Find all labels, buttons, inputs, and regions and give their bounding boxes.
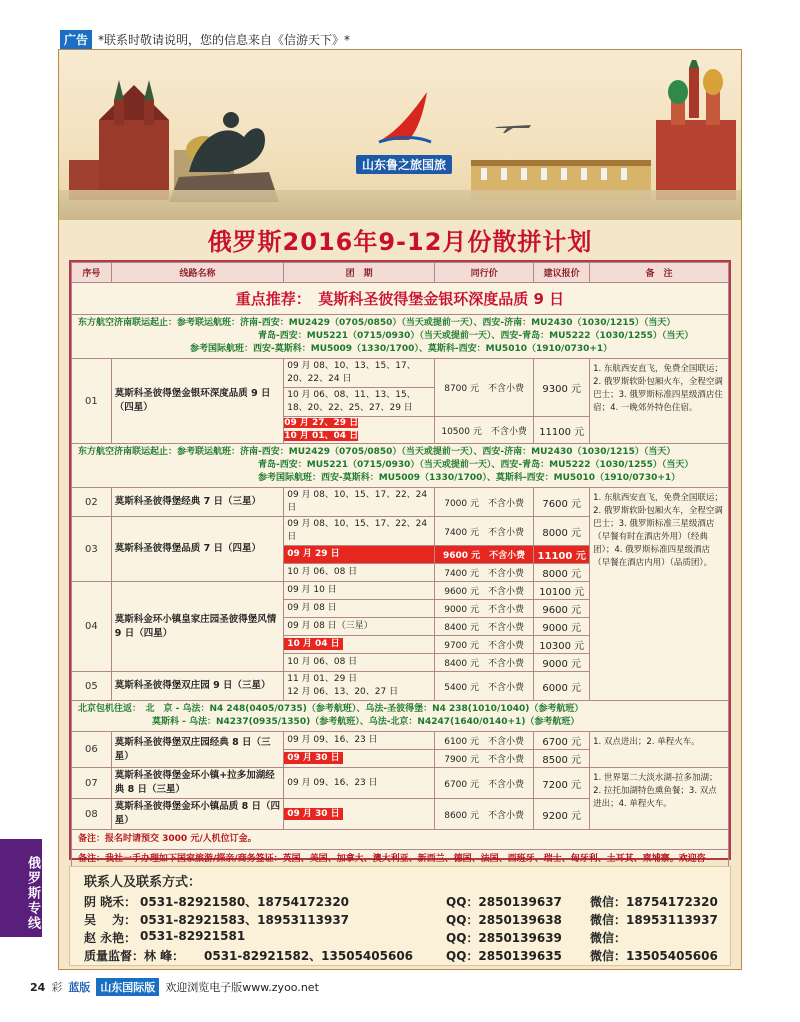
departure-dates: 09 月 09、16、23 日 <box>284 732 435 750</box>
peer-price: 7400 元 不含小费 <box>434 564 533 582</box>
sail-icon <box>369 90 439 150</box>
route-name: 莫斯科圣彼得堡金银环深度品质 9 日（四星） <box>111 359 283 444</box>
flight-line: 青岛-西安：MU5221（0715/0930）（当天或提前一天）、西安-青岛：MU5222（1030/1255）（当天） <box>258 460 694 470</box>
contact-qq: QQ：2850139639 <box>446 931 562 945</box>
highlight-date: 09 月 30 日 <box>284 808 342 820</box>
route-name: 莫斯科圣彼得堡双庄园经典 8 日（三星） <box>111 732 283 768</box>
suggested-price: 11100 元 <box>534 417 590 444</box>
contact-row <box>84 911 724 929</box>
company-logo-text: 山东鲁之旅国旅 <box>356 155 452 174</box>
visa-note: 备注：我社一手办理如下国家旅游/探亲/商务签证：英国、美国、加拿大、澳大利亚、新西兰、德国、法国、西班牙、瑞士、匈牙利、土耳其、柬埔寨。欢迎咨 <box>72 850 729 883</box>
contact-phone: 0531-82921580、18754172320 <box>140 895 350 909</box>
deposit-note: 备注：报名时请预交 3000 元/人机位订金。 <box>72 830 729 850</box>
contact-box <box>69 866 731 966</box>
suggested-price: 8000 元 <box>534 564 590 582</box>
contact-wechat: 微信：13505405606 <box>590 949 718 963</box>
col-header: 团 期 <box>284 263 435 283</box>
suggested-price: 11100 元 <box>534 546 590 564</box>
ad-notice: *联系时敬请说明，您的信息来自《信游天下》* <box>98 32 351 47</box>
suggested-price: 6000 元 <box>534 672 590 701</box>
peer-price: 8400 元 不含小费 <box>434 654 533 672</box>
departure-dates: 09 月 08 日（三星） <box>284 618 435 636</box>
row-number: 08 <box>72 799 112 830</box>
flight-info-block <box>72 315 729 359</box>
table-row <box>72 488 729 517</box>
departure-dates: 10 月 06、08 日 <box>284 564 435 582</box>
contact-phone: 0531-82921581 <box>140 929 246 943</box>
charter-flight-block <box>72 701 729 732</box>
st-basil-cathedral-right-illustration <box>471 60 741 210</box>
contact-wechat: 微信：18953113937 <box>590 913 718 927</box>
row-number: 06 <box>72 732 112 768</box>
remarks: 1. 世界第二大淡水湖-拉多加湖；2. 拉托加湖特色熏鱼餐；3. 双点进出；4. 单程火车。 <box>590 768 729 830</box>
departure-dates: 10 月 06、08 日 <box>284 654 435 672</box>
section-side-tab: 俄罗斯专线 <box>0 839 42 937</box>
departure-dates-highlight <box>284 799 435 830</box>
col-header: 序号 <box>72 263 112 283</box>
route-name: 莫斯科圣彼得堡品质 7 日（四星） <box>111 517 283 582</box>
company-logo <box>339 90 469 174</box>
peer-price: 9600 元 不含小费 <box>434 582 533 600</box>
departure-dates: 09 月 08、10、15、17、22、24 日 <box>284 517 435 546</box>
contact-name: 吴 为： <box>84 913 137 927</box>
ad-tag: 广告 <box>60 30 92 49</box>
contact-row <box>84 893 724 911</box>
banner <box>59 50 741 220</box>
footer-website[interactable]: 欢迎浏览电子版www.zyoo.net <box>165 981 319 994</box>
table-row <box>72 359 729 388</box>
peer-price: 7900 元 不含小费 <box>434 750 533 768</box>
river-reflection <box>59 190 741 220</box>
peer-price: 5400 元 不含小费 <box>434 672 533 701</box>
contact-row <box>84 947 724 965</box>
remarks: 1. 双点进出；2. 单程火车。 <box>590 732 729 768</box>
highlight-date: 09 月 30 日 <box>284 752 342 764</box>
route-name: 莫斯科圣彼得堡经典 7 日（三星） <box>111 488 283 517</box>
footer-color-label: 彩 <box>51 981 63 994</box>
peer-price: 9600 元 不含小费 <box>434 546 533 564</box>
bronze-horseman-statue-illustration <box>159 92 289 202</box>
row-number: 04 <box>72 582 112 672</box>
peer-price: 9700 元 不含小费 <box>434 636 533 654</box>
table-row <box>72 732 729 750</box>
table-row <box>72 768 729 799</box>
peer-price: 6700 元 不含小费 <box>434 768 533 799</box>
departure-dates-highlight <box>284 636 435 654</box>
col-header: 同行价 <box>434 263 533 283</box>
page-number: 24 <box>30 980 46 994</box>
ad-bar <box>60 30 350 48</box>
contact-qq: QQ：2850139638 <box>446 913 562 927</box>
suggested-price: 7600 元 <box>534 488 590 517</box>
route-name: 莫斯科圣彼得堡双庄园 9 日（三星） <box>111 672 283 701</box>
page-footer <box>30 978 319 996</box>
contact-phone: 0531-82921582、13505405606 <box>204 949 414 963</box>
departure-dates: 09 月 29 日 <box>284 546 435 564</box>
departure-dates: 09 月 08 日 <box>284 600 435 618</box>
suggested-price: 9300 元 <box>534 359 590 417</box>
contact-title: 联系人及联系方式： <box>84 875 202 890</box>
suggested-price: 7200 元 <box>534 768 590 799</box>
suggested-price: 8000 元 <box>534 517 590 546</box>
row-number: 02 <box>72 488 112 517</box>
departure-dates <box>284 672 435 701</box>
contact-wechat: 微信：18754172320 <box>590 895 718 909</box>
airplane-icon <box>493 120 533 134</box>
peer-price: 7000 元 不含小费 <box>434 488 533 517</box>
route-name: 莫斯科金环小镇皇家庄园圣彼得堡风情 9 日（四星） <box>111 582 283 672</box>
departure-dates-highlight <box>284 750 435 768</box>
suggested-price: 9000 元 <box>534 654 590 672</box>
peer-price: 10500 元 不含小费 <box>434 417 533 444</box>
route-name: 莫斯科圣彼得堡金环小镇+拉多加湖经典 8 日（三星） <box>111 768 283 799</box>
row-number: 05 <box>72 672 112 701</box>
departure-dates: 09 月 08、10、15、17、22、24 日 <box>284 488 435 517</box>
highlight-date: 10 月 01、04 日 <box>284 431 359 441</box>
departure-dates: 09 月 08、10、13、15、17、20、22、24 日 <box>284 359 435 388</box>
footer-edition: 蓝版 <box>68 981 91 994</box>
table-header-row <box>72 263 729 283</box>
suggested-price: 6700 元 <box>534 732 590 750</box>
suggested-price: 9000 元 <box>534 618 590 636</box>
departure-dates: 09 月 10 日 <box>284 582 435 600</box>
row-number: 03 <box>72 517 112 582</box>
contact-name: 质量监督：林 峰： <box>84 949 185 963</box>
peer-price: 9000 元 不含小费 <box>434 600 533 618</box>
peer-price: 8700 元 不含小费 <box>434 359 533 417</box>
flight-line: 北京包机往返： 北 京 - 乌法：N4 248(0405/0735)（参考航班）、乌法-圣彼得堡：N4 238(1010/1040)（参考航班） <box>78 704 584 714</box>
col-header: 备 注 <box>590 263 729 283</box>
contact-row <box>84 929 724 947</box>
flight-line: 东方航空济南联运起止：参考联运航班：济南-西安：MU2429（0705/0850）（当天或提前一天）、西安-济南：MU2430（1030/1215）（当天） <box>78 447 676 457</box>
row-number: 01 <box>72 359 112 444</box>
page-frame <box>58 49 742 970</box>
route-name: 莫斯科圣彼得堡金环小镇品质 8 日（四星） <box>111 799 283 830</box>
peer-price: 7400 元 不含小费 <box>434 517 533 546</box>
flight-info-block <box>72 444 729 488</box>
col-header: 建议报价 <box>534 263 590 283</box>
page-title: 俄罗斯2016年9-12月份散拼计划 <box>207 228 593 256</box>
schedule-table-box <box>69 260 731 864</box>
contact-name: 赵 永艳： <box>84 931 137 945</box>
flight-line: 东方航空济南联运起止：参考联运航班：济南-西安：MU2429（0705/0850）（当天或提前一天）、西安-济南：MU2430（1030/1215）（当天） <box>78 318 676 328</box>
highlight-date: 09 月 27、29 日 <box>284 418 359 428</box>
date-line: 11 月 01、29 日 <box>287 674 358 684</box>
row-number: 07 <box>72 768 112 799</box>
suggested-price: 9600 元 <box>534 600 590 618</box>
contact-qq: QQ：2850139637 <box>446 895 562 909</box>
suggested-price: 9200 元 <box>534 799 590 830</box>
footer-edition-tag: 山东国际版 <box>96 978 159 996</box>
suggested-price: 10100 元 <box>534 582 590 600</box>
flight-line: 莫斯科 - 乌法：N4237(0935/1350)（参考航班）、乌法-北京：N4247(1640/0140+1)（参考航班） <box>152 717 580 727</box>
departure-dates-highlight <box>284 417 435 444</box>
highlight-date: 10 月 04 日 <box>284 638 342 650</box>
recommend-banner: 重点推荐： 莫斯科圣彼得堡金银环深度品质 9 日 <box>72 283 729 315</box>
date-line: 12 月 06、13、20、27 日 <box>287 687 399 697</box>
col-header: 线路名称 <box>111 263 283 283</box>
peer-price: 8600 元 不含小费 <box>434 799 533 830</box>
flight-line: 参考国际航班：西安-莫斯科：MU5009（1330/1700）、莫斯科-西安：MU5010（1910/0730+1） <box>190 344 613 354</box>
flight-line: 青岛-西安：MU5221（0715/0930）（当天或提前一天）、西安-青岛：MU5222（1030/1255）（当天） <box>258 331 694 341</box>
contact-wechat: 微信： <box>590 931 627 945</box>
peer-price: 6100 元 不含小费 <box>434 732 533 750</box>
suggested-price: 8500 元 <box>534 750 590 768</box>
contact-phone: 0531-82921583、18953113937 <box>140 913 350 927</box>
suggested-price: 10300 元 <box>534 636 590 654</box>
peer-price: 8400 元 不含小费 <box>434 618 533 636</box>
remarks: 1. 东航西安直飞，免费全国联运；2. 俄罗斯软卧包厢火车，全程空调巴士；3. 俄罗斯标准三星级酒店（早餐有时在酒店外用）（经典团）；4. 俄罗斯标准四星级酒店（早餐在酒店内用）（品质团）。 <box>590 488 729 701</box>
remarks: 1. 东航西安直飞，免费全国联运；2. 俄罗斯软卧包厢火车，全程空调巴士；3. 俄罗斯标准四星级酒店住宿；4. 一晚郊外特色住宿。 <box>590 359 729 444</box>
departure-dates: 09 月 09、16、23 日 <box>284 768 435 799</box>
departure-dates: 10 月 06、08、11、13、15、18、20、22、25、27、29 日 <box>284 388 435 417</box>
contact-qq: QQ：2850139635 <box>446 949 562 963</box>
schedule-table <box>71 262 729 883</box>
flight-line: 参考国际航班：西安-莫斯科：MU5009（1330/1700）、莫斯科-西安：MU5010（1910/0730+1） <box>258 473 681 483</box>
contact-name: 阴 晓禾： <box>84 895 137 909</box>
